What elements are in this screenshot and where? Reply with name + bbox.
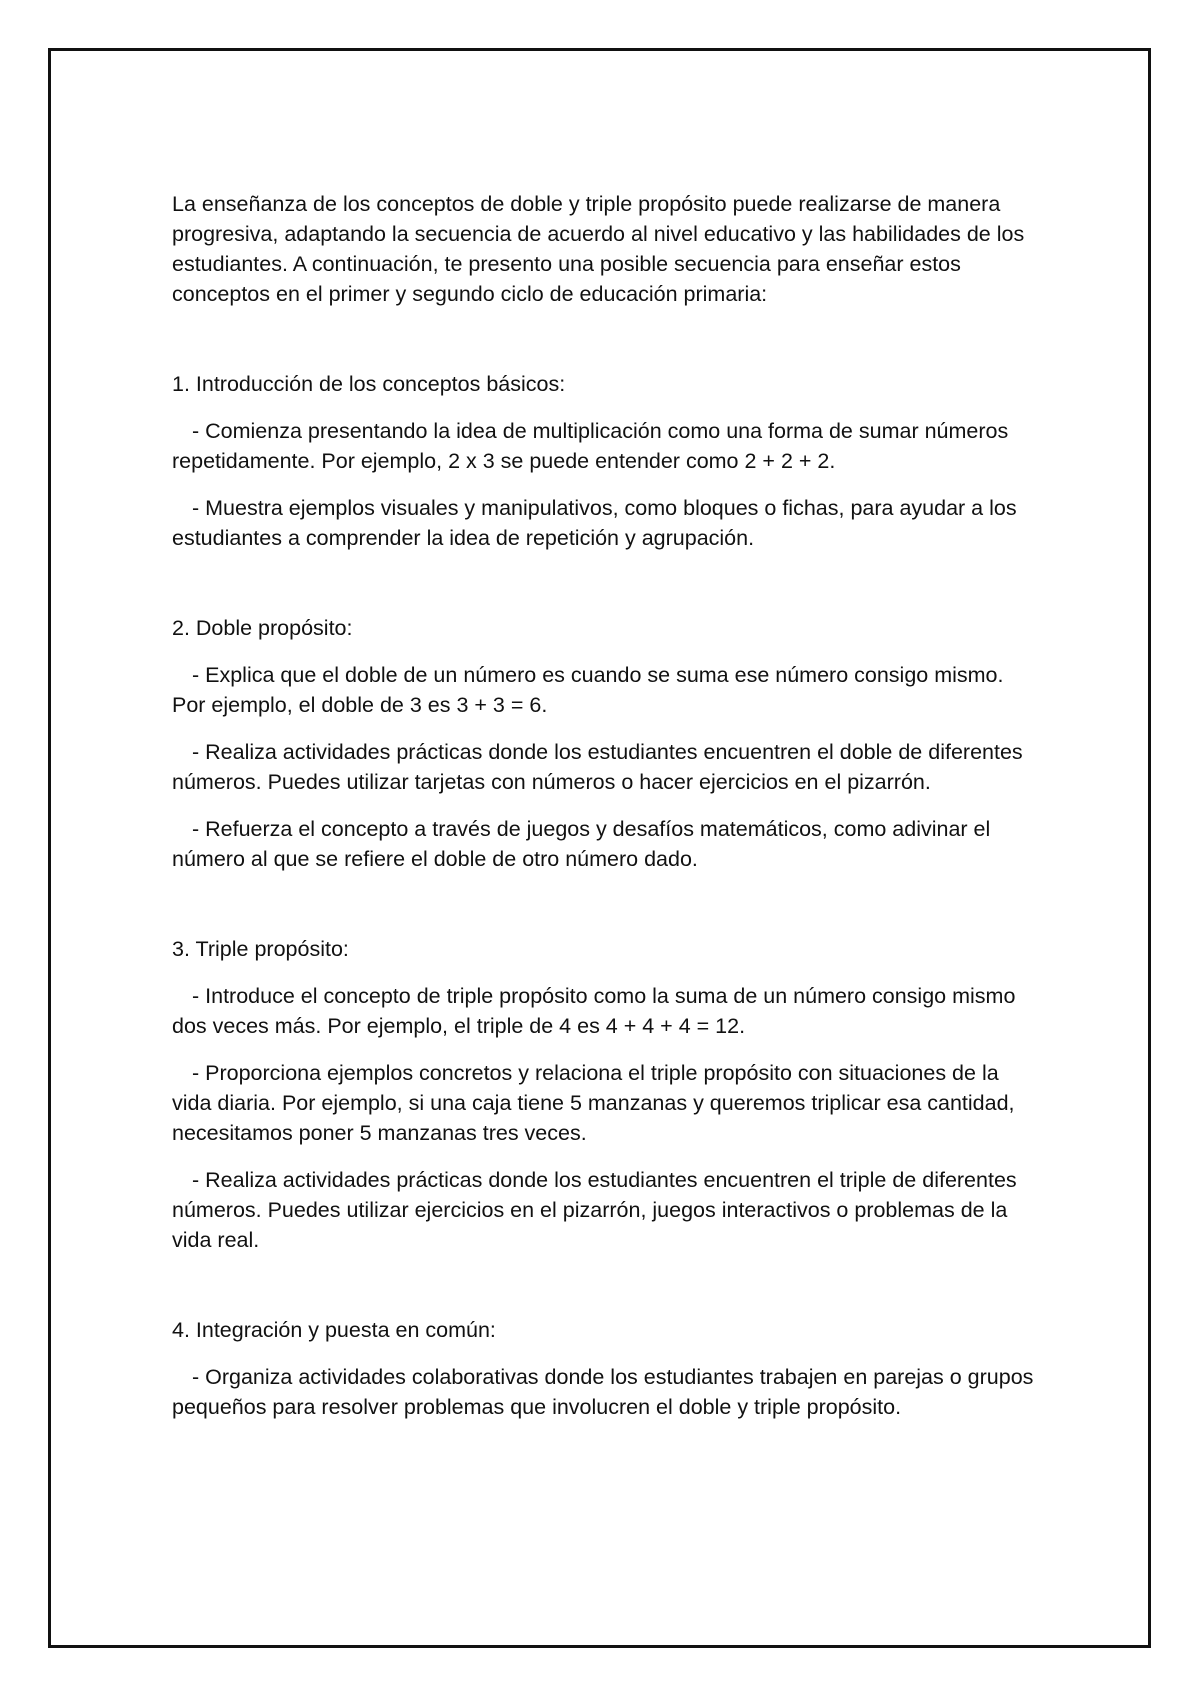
- bullet-paragraph: - Muestra ejemplos visuales y manipulativos, como bloques o fichas, para ayudar a los estudiantes a comprender la idea de repetición y agrupación.: [172, 496, 1017, 550]
- section-introduccion: [172, 369, 1042, 553]
- section-triple-proposito: [172, 934, 1042, 1255]
- bullet-paragraph: - Comienza presentando la idea de multiplicación como una forma de sumar números repetidamente. Por ejemplo, 2 x 3 se puede entender como 2 + 2 + 2.: [172, 419, 1009, 473]
- bullet-paragraph: - Explica que el doble de un número es cuando se suma ese número consigo mismo. Por ejemplo, el doble de 3 es 3 + 3 = 6.: [172, 663, 1004, 717]
- section-heading: 2. Doble propósito:: [172, 616, 353, 640]
- section-doble-proposito: [172, 613, 1042, 874]
- bullet-paragraph: - Refuerza el concepto a través de juegos y desafíos matemáticos, como adivinar el número al que se refiere el doble de otro número dado.: [172, 817, 991, 871]
- bullet-paragraph: - Introduce el concepto de triple propósito como la suma de un número consigo mismo dos veces más. Por ejemplo, el triple de 4 es 4 + 4 + 4 = 12.: [172, 984, 1016, 1038]
- bullet-paragraph: - Realiza actividades prácticas donde los estudiantes encuentren el triple de diferentes números. Puedes utilizar ejercicios en el pizarrón, juegos interactivos o problemas de la vida real.: [172, 1168, 1017, 1252]
- section-heading: 3. Triple propósito:: [172, 937, 349, 961]
- bullet-paragraph: - Realiza actividades prácticas donde los estudiantes encuentren el doble de diferentes números. Puedes utilizar tarjetas con números o hacer ejercicios en el pizarrón.: [172, 740, 1023, 794]
- bullet-paragraph: - Proporciona ejemplos concretos y relaciona el triple propósito con situaciones de la vida diaria. Por ejemplo, si una caja tiene 5 manzanas y queremos triplicar esa cantidad, necesitamos poner 5 manzanas tres veces.: [172, 1061, 1015, 1145]
- section-integracion: [172, 1315, 1042, 1422]
- section-heading: 4. Integración y puesta en común:: [172, 1318, 496, 1342]
- intro-paragraph: La enseñanza de los conceptos de doble y triple propósito puede realizarse de manera progresiva, adaptando la secuencia de acuerdo al nivel educativo y las habilidades de los estudiantes. A continuación, te presento una posible secuencia para enseñar estos conceptos en el primer y segundo ciclo de educación primaria:: [172, 192, 1025, 306]
- document-body: [172, 189, 1042, 1422]
- section-heading: 1. Introducción de los conceptos básicos:: [172, 372, 566, 396]
- bullet-paragraph: - Organiza actividades colaborativas donde los estudiantes trabajen en parejas o grupos pequeños para resolver problemas que involucren el doble y triple propósito.: [172, 1365, 1034, 1419]
